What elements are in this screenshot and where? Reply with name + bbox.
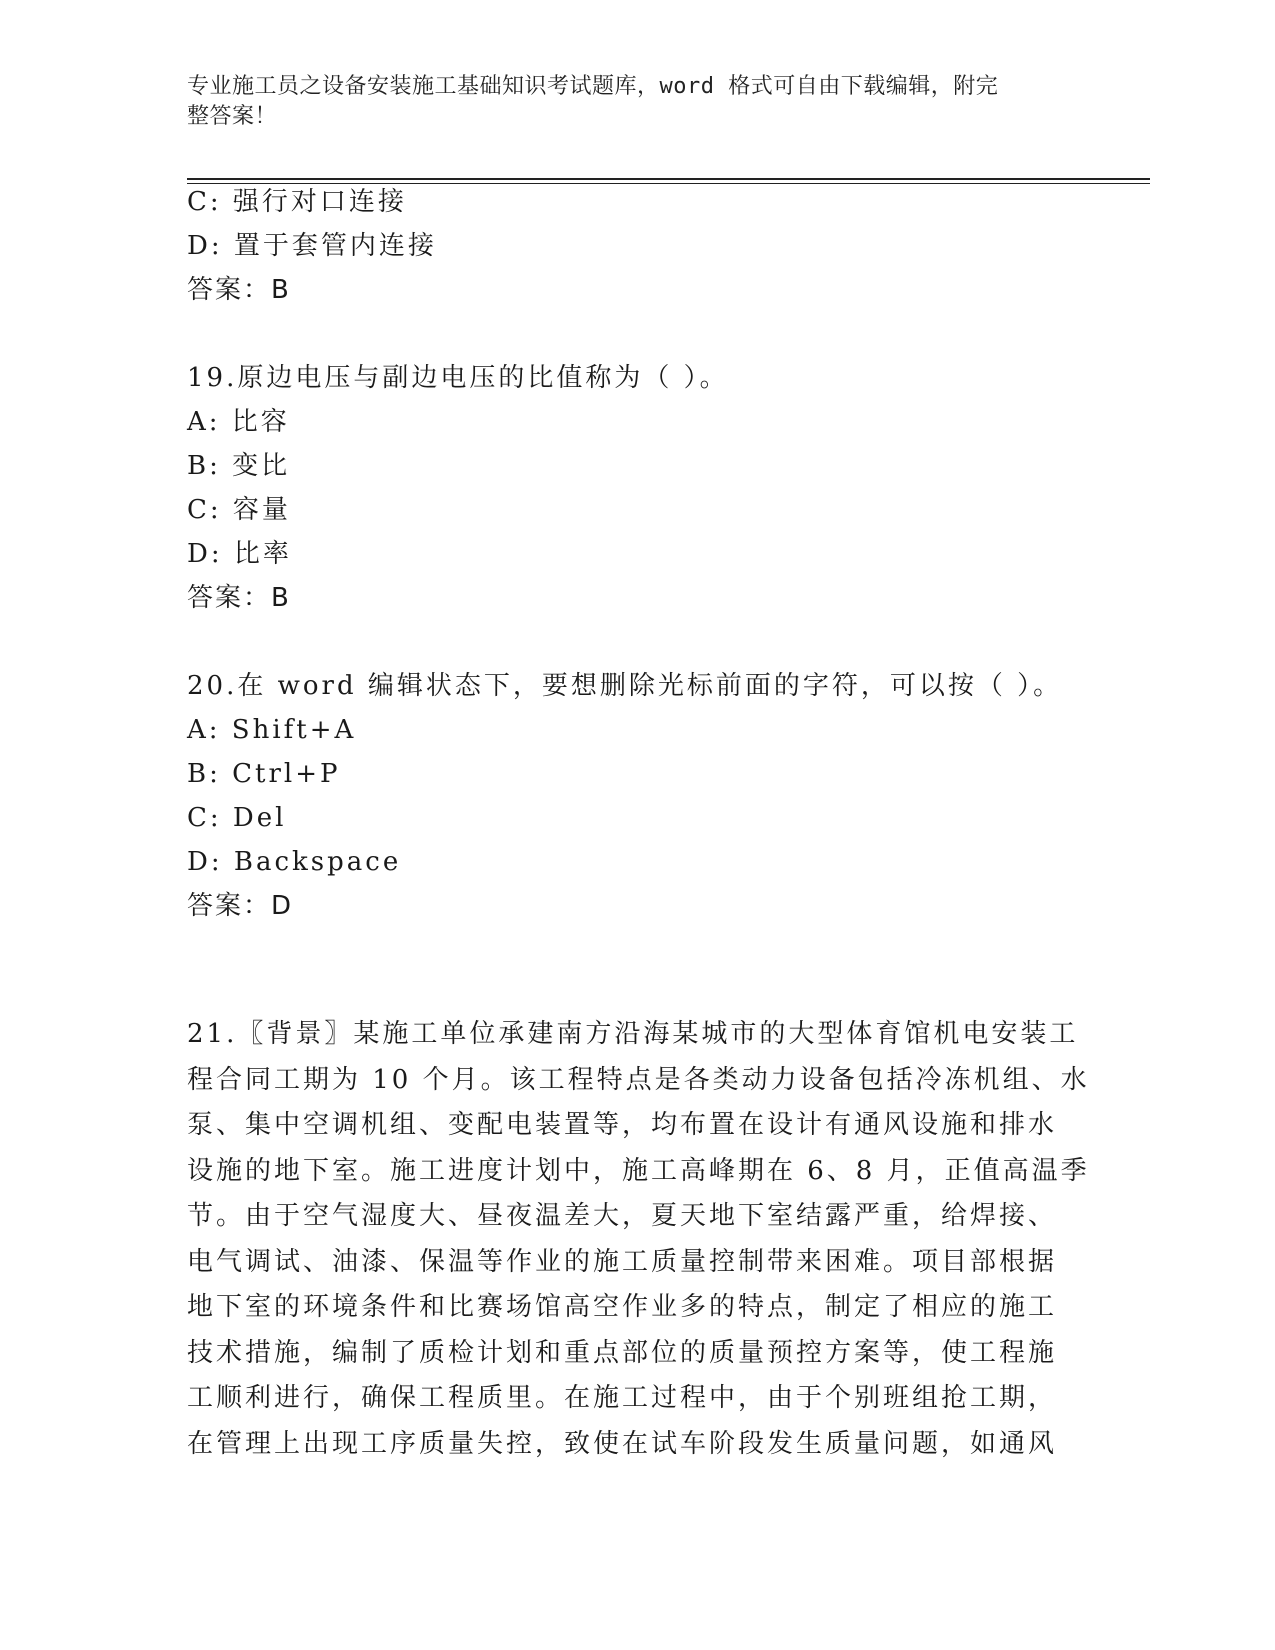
page-header [187, 72, 1067, 132]
q19-option-a: A: 比容 [187, 407, 290, 437]
header-line-1: 专业施工员之设备安装施工基础知识考试题库，word 格式可自由下载编辑，附完 [187, 74, 999, 99]
q20-option-c: C: Del [187, 803, 287, 833]
q21-line: 在管理上出现工序质量失控，致使在试车阶段发生质量问题，如通风 [187, 1428, 1058, 1459]
q21-line: 程合同工期为 10 个月。该工程特点是各类动力设备包括冷冻机组、水 [187, 1064, 1090, 1095]
q20-option-a: A: Shift+A [187, 715, 357, 745]
header-line-2: 整答案！ [187, 104, 278, 129]
q20-answer: 答案：D [187, 891, 294, 921]
q19-question: 19.原边电压与副边电压的比值称为（ ）。 [187, 363, 729, 393]
q19-option-d: D: 比率 [187, 539, 292, 569]
q18-answer: 答案：B [187, 275, 291, 305]
header-divider-thick [187, 178, 1150, 180]
q21-line: 地下室的环境条件和比赛场馆高空作业多的特点，制定了相应的施工 [187, 1292, 1058, 1322]
q21-paragraph [187, 1012, 1090, 1467]
q19-option-b: B: 变比 [187, 451, 291, 481]
q18-option-d: D: 置于套管内连接 [187, 231, 437, 261]
header-divider-thin [187, 183, 1150, 184]
q21-line: 技术措施，编制了质检计划和重点部位的质量预控方案等，使工程施 [187, 1337, 1058, 1368]
q19-answer: 答案：B [187, 583, 291, 613]
q21-line: 节。由于空气湿度大、昼夜温差大，夏天地下室结露严重，给焊接、 [187, 1201, 1058, 1231]
q19-option-c: C: 容量 [187, 495, 291, 525]
q20-option-b: B: Ctrl+P [187, 759, 341, 789]
q21-line: 电气调试、油漆、保温等作业的施工质量控制带来困难。项目部根据 [187, 1246, 1058, 1277]
q18-option-c: C: 强行对口连接 [187, 187, 407, 217]
q21-line: 设施的地下室。施工进度计划中，施工高峰期在 6、8 月，正值高温季 [187, 1155, 1090, 1186]
q20-option-d: D: Backspace [187, 847, 402, 877]
q21-line: 泵、集中空调机组、变配电装置等，均布置在设计有通风设施和排水 [187, 1110, 1058, 1140]
q21-line: 21.〖背景〗某施工单位承建南方沿海某城市的大型体育馆机电安装工 [187, 1019, 1079, 1049]
q20-question: 20.在 word 编辑状态下，要想删除光标前面的字符，可以按（ ）。 [187, 671, 1063, 701]
q21-line: 工顺利进行，确保工程质里。在施工过程中，由于个别班组抢工期， [187, 1383, 1058, 1413]
